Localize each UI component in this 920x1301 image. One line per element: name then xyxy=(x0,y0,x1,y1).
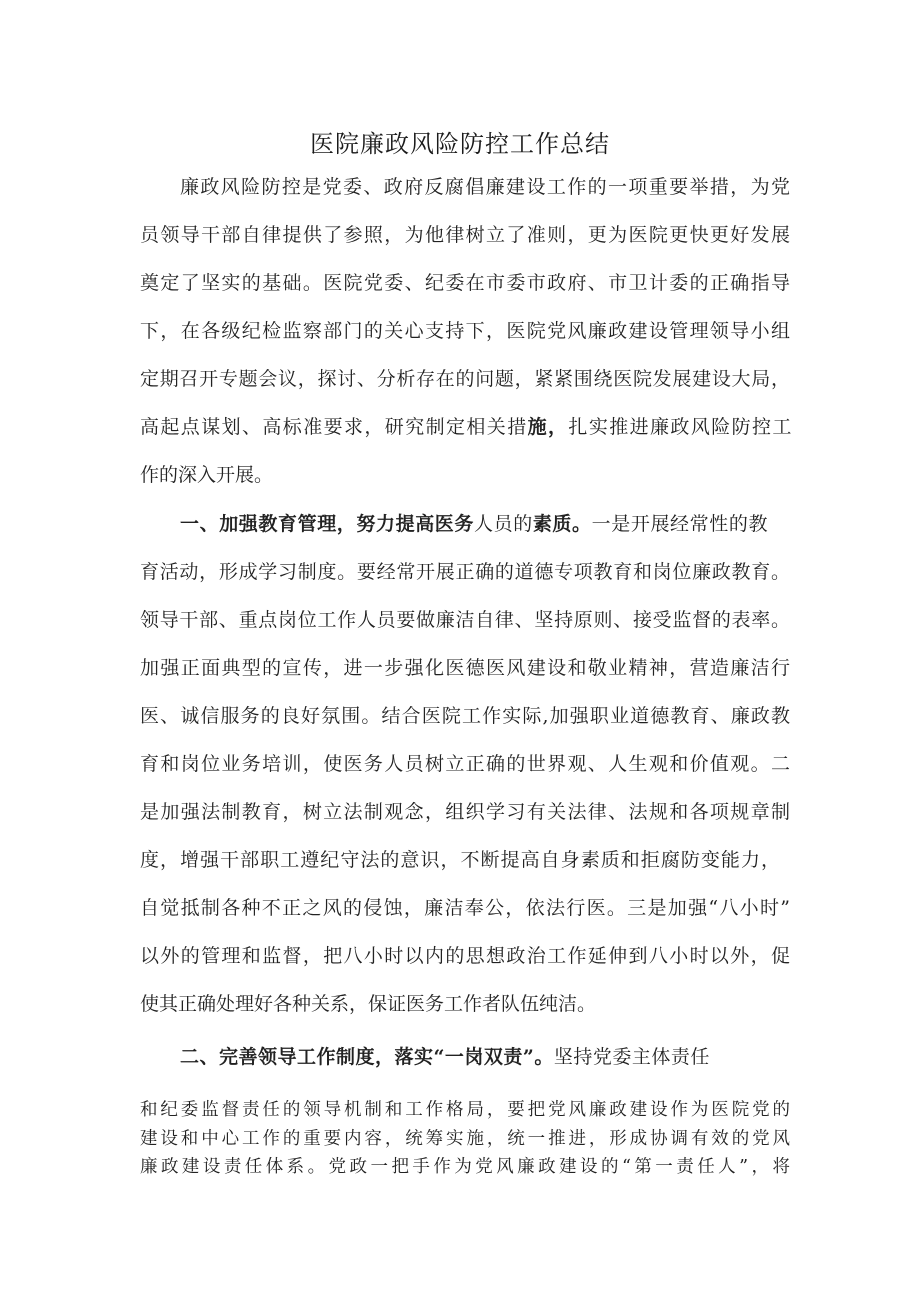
section2-line: 和纪委监督责任的领导机制和工作格局，要把党风廉政建设作为医院党的 xyxy=(140,1100,790,1120)
intro-bold-char: 施， xyxy=(527,416,569,438)
intro-text: 扎实推进廉政风险防控工 xyxy=(568,416,793,438)
intro-line: 廉政风险防控是党委、政府反腐倡廉建设工作的一项重要举措，为党 xyxy=(180,176,790,198)
section1-line: 育和岗位业务培训，使医务人员树立正确的世界观、人生观和价值观。二 xyxy=(140,753,790,775)
section1-heading-plain: 人员的 xyxy=(474,513,533,535)
intro-line: 奠定了坚实的基础。医院党委、纪委在市委市政府、市卫计委的正确指导 xyxy=(140,272,790,294)
intro-line: 作的深入开展。 xyxy=(140,464,274,486)
intro-line: 下，在各级纪检监察部门的关心支持下，医院党风廉政建设管理领导小组 xyxy=(140,320,790,342)
intro-line: 定期召开专题会议，探讨、分析存在的问题，紧紧围绕医院发展建设大局， xyxy=(140,368,790,390)
section1-line: 医、诚信服务的良好氛围。结合医院工作实际,加强职业道德教育、廉政教 xyxy=(140,705,790,727)
section1-line: 自觉抵制各种不正之风的侵蚀，廉洁奉公，依法行医。三是加强“八小时” xyxy=(140,897,790,919)
section1-line: 是加强法制教育，树立法制观念，组织学习有关法律、法规和各项规章制 xyxy=(140,801,790,823)
section2-heading: 二、完善领导工作制度，落实“一岗双责”。 xyxy=(180,1046,554,1068)
section1-line: 加强正面典型的宣传，进一步强化医德医风建设和敬业精神，营造廉洁行 xyxy=(140,657,790,679)
section2-line: 建设和中心工作的重要内容，统筹实施，统一推进，形成协调有效的党风 xyxy=(140,1129,790,1149)
section1-line: 育活动，形成学习制度。要经常开展正确的道德专项教育和岗位廉政教育。 xyxy=(140,561,790,583)
section2-heading-line xyxy=(180,1048,790,1067)
intro-line xyxy=(140,416,793,438)
section1-line: 使其正确处理好各种关系，保证医务工作者队伍纯洁。 xyxy=(140,993,597,1015)
section1-heading-end: 素质。 xyxy=(532,513,592,535)
section1-line: 度，增强干部职工遵纪守法的意识，不断提高自身素质和拒腐防变能力， xyxy=(140,849,780,871)
section1-line: 领导干部、重点岗位工作人员要做廉洁自律、坚持原则、接受监督的表率。 xyxy=(140,609,790,631)
section1-heading: 一、加强教育管理，努力提高医务 xyxy=(180,513,475,535)
section2-text: 坚持党委主体责任 xyxy=(553,1046,710,1068)
section1-text: 一是开展经常性的教 xyxy=(591,513,769,535)
section2-line: 廉政建设责任体系。党政一把手作为党风廉政建设的“第一责任人”，将 xyxy=(140,1157,790,1177)
document-title: 医院廉政风险防控工作总结 xyxy=(310,130,610,158)
intro-text: 高起点谋划、高标准要求，研究制定相关措 xyxy=(140,416,528,438)
section1-line: 以外的管理和监督，把八小时以内的思想政治工作延伸到八小时以外，促 xyxy=(140,945,790,967)
intro-line: 员领导干部自律提供了参照，为他律树立了准则，更为医院更快更好发展 xyxy=(140,224,790,246)
section1-heading-line xyxy=(180,515,790,534)
